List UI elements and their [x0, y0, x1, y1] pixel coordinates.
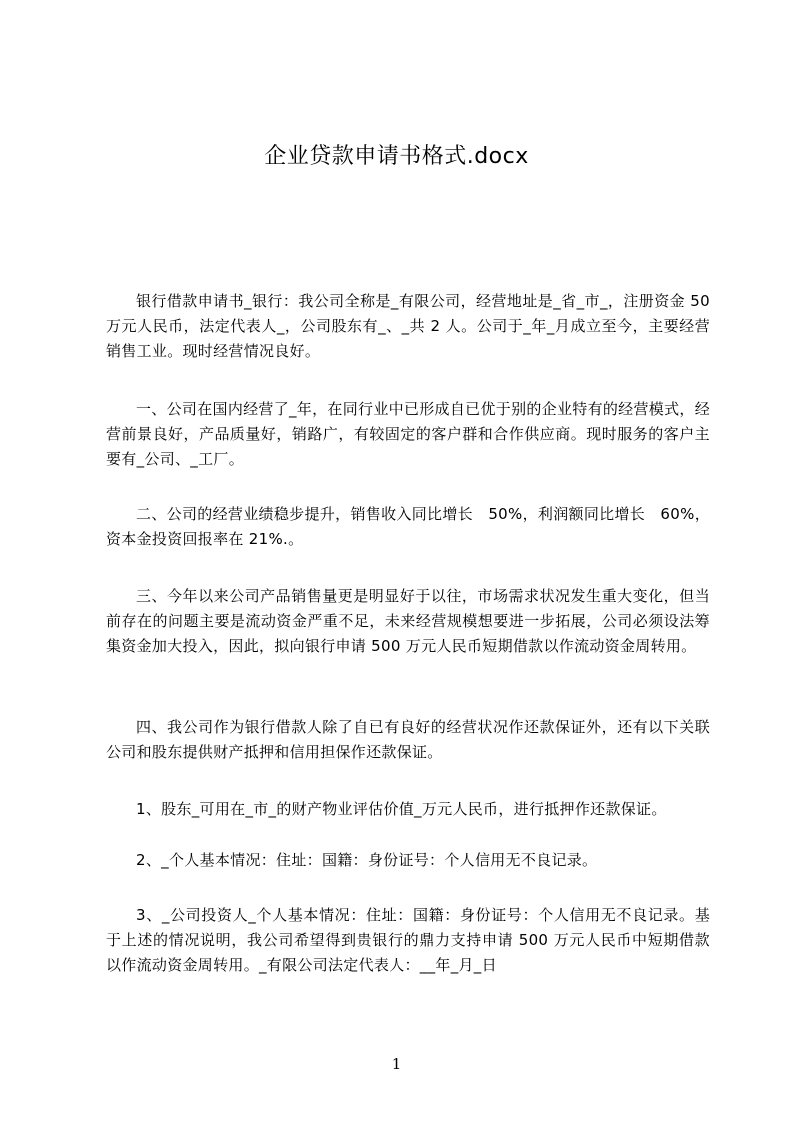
paragraph-section-2	[106, 502, 710, 552]
paragraph-item-1	[106, 797, 710, 822]
document-title: 企业贷款申请书格式.docx	[264, 144, 529, 169]
paragraph-text: 2、_个人基本情况：住址：国籍：身份证号：个人信用无不良记录。	[136, 851, 598, 869]
paragraph-item-2	[106, 848, 710, 873]
paragraph-text: 四、我公司作为银行借款人除了自已有良好的经营状况作还款保证外，还有以下关联公司和股东提供财产抵押和信用担保作还款保证。	[106, 718, 710, 761]
paragraph-text: 1、股东_可用在_市_的财产物业评估价值_万元人民币，进行抵押作还款保证。	[136, 800, 667, 818]
paragraph-text: 一、公司在国内经营了_年，在同行业中已形成自已优于别的企业特有的经营模式，经营前景良好，产品质量好，销路广，有较固定的客户群和合作供应商。现时服务的客户主要有_公司、_工厂。	[106, 400, 710, 468]
page-number: 1	[391, 1055, 402, 1073]
paragraph-text: 3、_公司投资人_个人基本情况：住址：国籍：身份证号：个人信用无不良记录。基于上述的情况说明，我公司希望得到贵银行的鼎力支持申请 500 万元人民币中短期借款以作流动资金周转用。_有限公司法定代表人：__年_月_日	[106, 906, 710, 974]
paragraph-section-1	[106, 397, 710, 472]
paragraph-section-3	[106, 584, 710, 659]
paragraph-section-4	[106, 715, 710, 765]
paragraph-text: 三、今年以来公司产品销售量更是明显好于以往，市场需求状况发生重大变化，但当前存在的问题主要是流动资金严重不足，未来经营规模想要进一步拓展，公司必须设法筹集资金加大投入，因此，拟向银行申请 500 万元人民币短期借款以作流动资金周转用。	[106, 587, 710, 655]
paragraph-text: 银行借款申请书_银行：我公司全称是_有限公司，经营地址是_省_市_，注册资金 50 万元人民币，法定代表人_，公司股东有_、_共 2 人。公司于_年_月成立至今，主要经营销售工业。现时经营情况良好。	[106, 292, 710, 360]
paragraph-text: 二、公司的经营业绩稳步提升，销售收入同比增长 50%，利润额同比增长 60%，资本金投资回报率在 21%.。	[106, 505, 710, 548]
paragraph-intro	[106, 289, 710, 364]
paragraph-item-3	[106, 903, 710, 978]
